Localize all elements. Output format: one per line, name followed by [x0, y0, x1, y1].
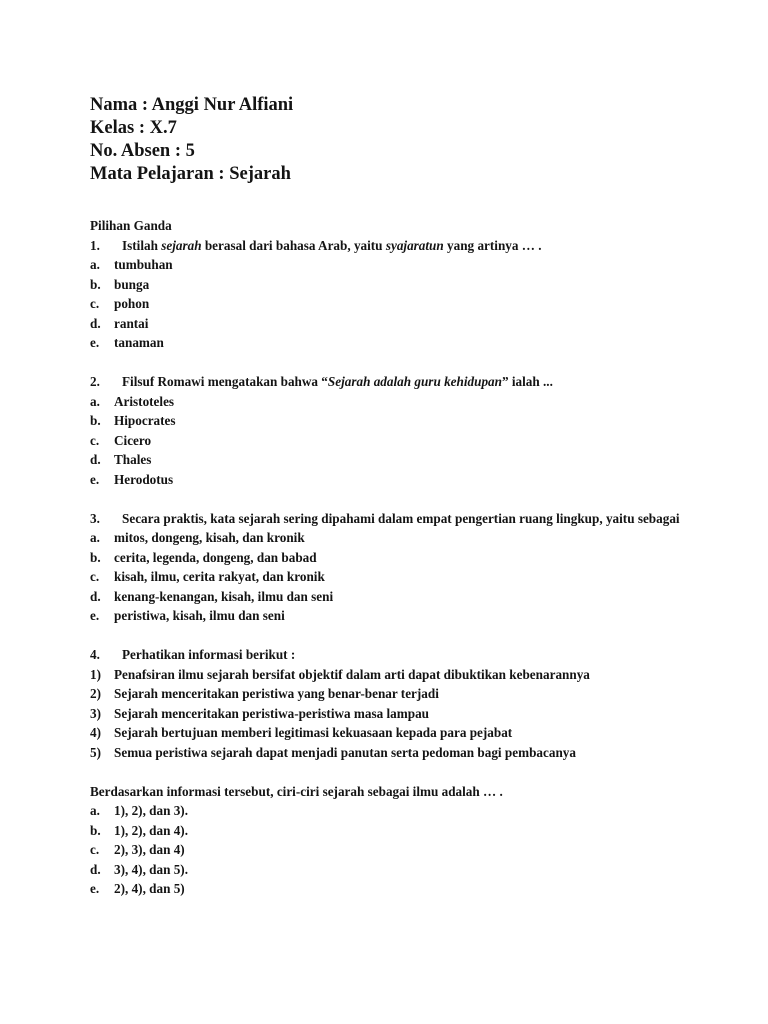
option-c: c. Cicero — [90, 432, 152, 448]
option-a: a. 1), 2), dan 3). — [90, 803, 188, 818]
option-d: d. kenang-kenangan, kisah, ilmu dan seni — [90, 588, 334, 604]
student-class: Kelas : X.7 — [90, 118, 177, 138]
option-b: b. 1), 2), dan 4). — [90, 822, 188, 838]
option-e: e. tanaman — [90, 335, 164, 350]
option-d: d. 3), 4), dan 5). — [90, 861, 188, 877]
option-c: c. kisah, ilmu, cerita rakyat, dan kronik — [90, 569, 325, 584]
question-number: 3. — [90, 510, 100, 526]
question-number: 2. — [90, 374, 100, 389]
question-text: Istilah sejarah berasal dari bahasa Arab, yaitu syajaratun yang artinya … . — [122, 237, 542, 253]
option-e: e. Herodotus — [90, 471, 174, 487]
subject: Mata Pelajaran : Sejarah — [90, 164, 291, 184]
question-number: 4. — [90, 647, 100, 662]
option-c: c. 2), 3), dan 4) — [90, 842, 185, 857]
question-number: 1. — [90, 237, 100, 253]
question-text: Filsuf Romawi mengatakan bahwa “Sejarah adalah guru kehidupan” ialah ... — [122, 374, 553, 389]
statement-2: 2) Sejarah menceritakan peristiwa yang benar-benar terjadi — [90, 686, 439, 701]
option-a: a. mitos, dongeng, kisah, dan kronik — [90, 530, 305, 545]
question-text: Perhatikan informasi berikut : — [122, 647, 296, 662]
option-e: e. 2), 4), dan 5) — [90, 881, 185, 896]
quiz-content — [90, 216, 682, 899]
student-name: Nama : Anggi Nur Alfiani — [90, 95, 294, 115]
question-1 — [90, 236, 682, 256]
option-c: c. pohon — [90, 296, 150, 311]
option-b: b. cerita, legenda, dongeng, dan babad — [90, 549, 317, 565]
statement-1: 1) Penafsiran ilmu sejarah bersifat objektif dalam arti dapat dibuktikan kebenarannya — [90, 666, 590, 682]
statement-3: 3) Sejarah menceritakan peristiwa-peristiwa masa lampau — [90, 705, 430, 721]
option-d: d. Thales — [90, 452, 152, 467]
section-title: Pilihan Ganda — [90, 218, 172, 233]
option-b: b. Hipocrates — [90, 413, 176, 428]
question-4-prompt: Berdasarkan informasi tersebut, ciri-ciri sejarah sebagai ilmu adalah … . — [90, 783, 503, 799]
statement-4: 4) Sejarah bertujuan memberi legitimasi kekuasaan kepada para pejabat — [90, 725, 513, 740]
question-text: Secara praktis, kata sejarah sering dipahami dalam empat pengertian ruang lingkup, yaitu sebagai — [122, 510, 680, 526]
question-4 — [90, 645, 682, 665]
question-2 — [90, 372, 682, 392]
option-e: e. peristiwa, kisah, ilmu dan seni — [90, 608, 285, 623]
option-a: a. tumbuhan — [90, 257, 173, 272]
option-b: b. bunga — [90, 276, 150, 292]
student-number: No. Absen : 5 — [90, 141, 195, 161]
student-header — [90, 94, 293, 186]
option-a: a. Aristoteles — [90, 393, 175, 409]
option-d: d. rantai — [90, 315, 149, 331]
question-3 — [90, 509, 682, 529]
statement-5: 5) Semua peristiwa sejarah dapat menjadi panutan serta pedoman bagi pembacanya — [90, 744, 576, 760]
